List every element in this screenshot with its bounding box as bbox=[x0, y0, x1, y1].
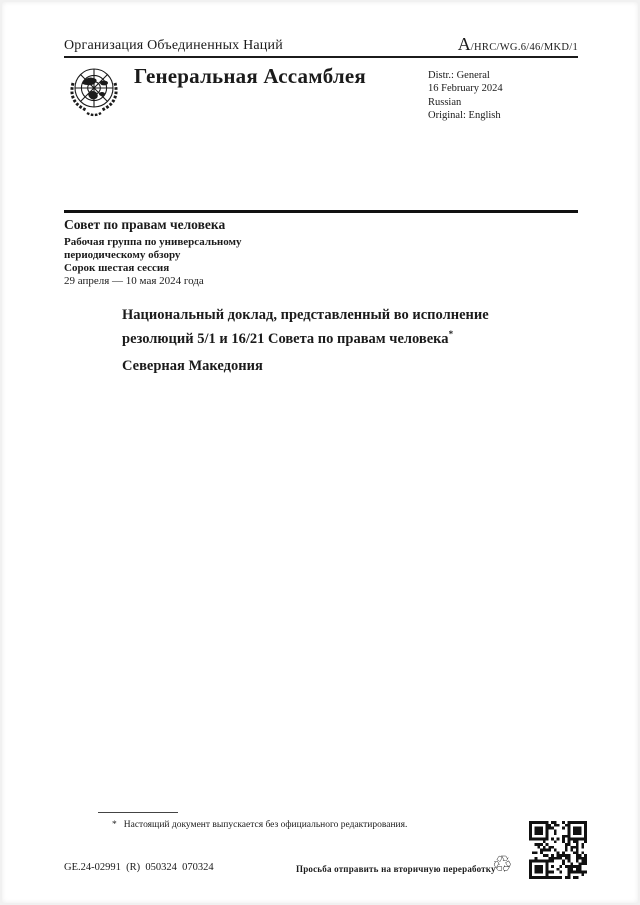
title-footnote-marker: * bbox=[448, 329, 454, 339]
doc-symbol-prefix: A bbox=[457, 34, 471, 54]
org-name: Организация Объединенных Наций bbox=[64, 38, 283, 53]
session-name: Сорок шестая сессия bbox=[64, 262, 170, 274]
footnote-marker: * bbox=[112, 820, 117, 830]
qr-code bbox=[529, 821, 587, 879]
doc-symbol-rest: /HRC/WG.6/46/MKD/1 bbox=[470, 42, 578, 53]
assembly-title: Генеральная Ассамблея bbox=[134, 64, 366, 88]
doc-symbol bbox=[458, 34, 578, 55]
distr-language: Russian bbox=[428, 96, 462, 108]
working-group-title bbox=[64, 236, 242, 263]
country-name: Северная Македония bbox=[122, 358, 263, 374]
footnote bbox=[112, 819, 532, 831]
session-dates: 29 апреля — 10 мая 2024 года bbox=[64, 275, 204, 287]
un-emblem-icon bbox=[62, 62, 126, 128]
report-title-text: Национальный доклад, представленный во исполнение резолюций 5/1 и 16/21 Совета по правам человека bbox=[122, 307, 489, 347]
recycle-symbol-icon: ♲ bbox=[492, 852, 513, 878]
distr-block bbox=[428, 69, 503, 122]
council-title: Совет по правам человека bbox=[64, 217, 226, 232]
working-group-line: Рабочая группа по универсальному bbox=[64, 236, 242, 248]
distr-date: 16 February 2024 bbox=[428, 83, 503, 95]
working-group-line: периодическому обзору bbox=[64, 249, 181, 262]
recycle-text: Просьба отправить на вторичную переработку bbox=[296, 864, 496, 874]
distr-original: Original: English bbox=[428, 109, 501, 121]
section-rule bbox=[64, 210, 578, 213]
header-rule bbox=[64, 56, 578, 58]
distr-line: Distr.: General bbox=[428, 70, 490, 81]
footnote-text: Настоящий документ выпускается без официального редактирования. bbox=[123, 820, 408, 830]
ge-number: GE.24-02991 (R) 050324 070324 bbox=[64, 862, 214, 873]
footnote-rule bbox=[98, 812, 178, 813]
report-title bbox=[122, 306, 534, 349]
